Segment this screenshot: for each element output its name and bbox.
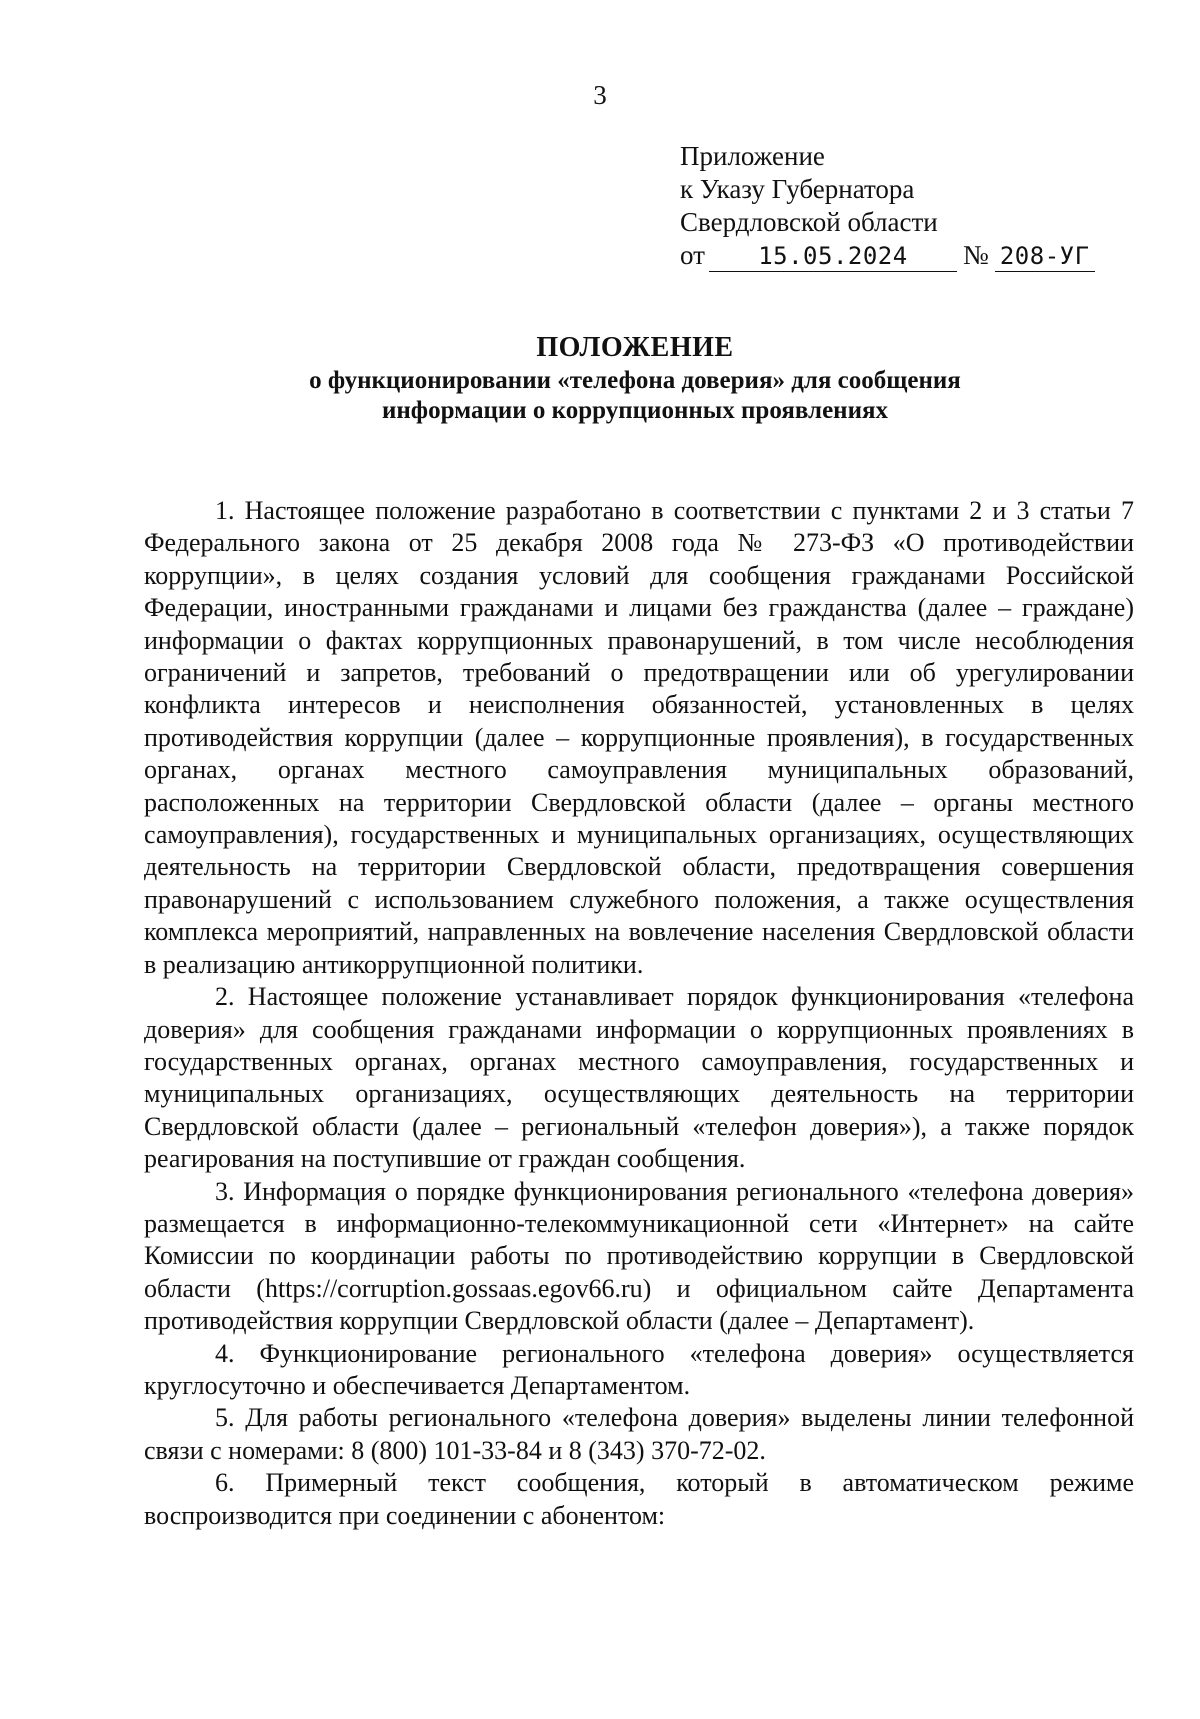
paragraph-5: 5. Для работы регионального «телефона доверия» выделены линии телефонной связи с номерами: 8 (800) 101-33-84 и 8 (343) 370-72-02. (144, 1403, 1134, 1465)
date-prefix: от (680, 240, 705, 270)
document-body (144, 495, 1134, 1532)
document-subtitle-1: о функционировании «телефона доверия» для сообщения (309, 367, 961, 394)
paragraph-1: 1. Настоящее положение разработано в соответствии с пунктами 2 и 3 статьи 7 Федерального закона от 25 декабря 2008 года № 273-ФЗ «О противодействии коррупции», в целях создания условий для сообщения гражданами Российской Федерации, иностранными гражданами и лицами без гражданства (далее – граждане) информации о фактах коррупционных правонарушений, в том числе несоблюдения ограничений и запретов, требований о предотвращении или об урегулировании конфликта интересов и неисполнения обязанностей, установленных в целях противодействия коррупции (далее – коррупционные проявления), в государственных органах, органах местного самоуправления муниципальных образований, расположенных на территории Свердловской области (далее – органы местного самоуправления), государственных и муниципальных организациях, осуществляющих деятельность на территории Свердловской области, предотвращения совершения правонарушений с использованием служебного положения, а также осуществления комплекса мероприятий, направленных на вовлечение населения Свердловской области в реализацию антикоррупционной политики. (144, 496, 1134, 979)
decree-date: 15.05.2024 (709, 241, 957, 272)
number-prefix: № (962, 240, 989, 270)
appendix-line-1: Приложение (680, 141, 825, 171)
decree-number: 208-УГ (995, 241, 1095, 272)
appendix-block (680, 140, 1120, 272)
document-title-block (150, 330, 1120, 426)
paragraph-4: 4. Функционирование регионального «телефона доверия» осуществляется круглосуточно и обеспечивается Департаментом. (144, 1338, 1134, 1400)
appendix-line-2: к Указу Губернатора (680, 174, 915, 204)
document-title: ПОЛОЖЕНИЕ (536, 332, 734, 363)
paragraph-2: 2. Настоящее положение устанавливает порядок функционирования «телефона доверия» для сообщения гражданами информации о коррупционных проявлениях в государственных органах, органах местного самоуправления, государственных и муниципальных организациях, осуществляющих деятельность на территории Свердловской области (далее – региональный «телефон доверия»), а также порядок реагирования на поступившие от граждан сообщения. (144, 982, 1134, 1174)
appendix-date-line (680, 239, 1120, 272)
document-subtitle-2: информации о коррупционных проявлениях (381, 397, 889, 424)
appendix-line-3: Свердловской области (680, 207, 938, 237)
page-number: 3 (593, 80, 607, 110)
paragraph-6: 6. Примерный текст сообщения, который в автоматическом режиме воспроизводится при соединении с абонентом: (144, 1468, 1134, 1530)
paragraph-3: 3. Информация о порядке функционирования регионального «телефона доверия» размещается в информационно-телекоммуникационной сети «Интернет» на сайте Комиссии по координации работы по противодействию коррупции в Свердловской области (https://corruption.gossaas.egov66.ru) и официальном сайте Департамента противодействия коррупции Свердловской области (далее – Департамент). (144, 1176, 1134, 1336)
